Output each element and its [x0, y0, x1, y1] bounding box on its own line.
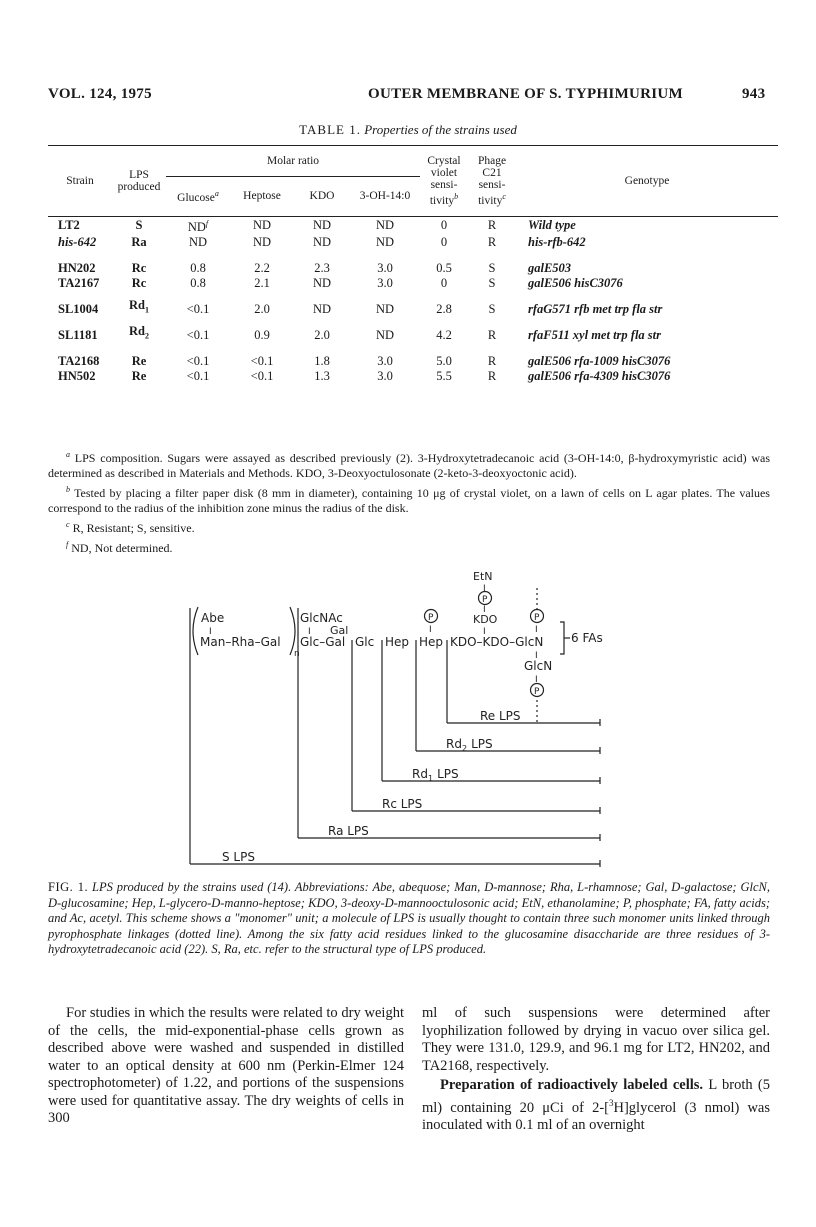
p-etn-label: P [482, 595, 488, 605]
repeat-n: n [294, 649, 300, 659]
cell-heptose: 2.0 [254, 302, 270, 317]
table-row [48, 216, 778, 235]
table-row [48, 343, 778, 369]
kdo-chain-label: KDO–KDO–GlcN [450, 635, 544, 649]
running-header-volume: VOL. 124, 1975 [48, 86, 152, 102]
table-row [48, 317, 778, 343]
table-footnotes [48, 447, 770, 557]
p-glcn-bottom-label: P [534, 687, 540, 697]
svg-text:I: I [308, 627, 311, 637]
glcn-label: GlcN [524, 659, 553, 673]
cell-3oh: 3.0 [377, 261, 393, 276]
cell-kdo: ND [312, 276, 332, 291]
cell-glucose: $ND^f$ [187, 219, 209, 235]
cell-heptose: ND [252, 235, 272, 250]
table-row [48, 235, 778, 250]
figure-caption [48, 880, 770, 958]
cell-heptose: 0.9 [254, 328, 270, 343]
cell-lps: $Rd_2$ [129, 323, 149, 341]
cell-genotype: galE503 [528, 261, 572, 276]
glc-label: Glc [355, 635, 375, 649]
rd2-lps-label: $Rd_2$ LPS [446, 737, 493, 753]
cell-crystal-violet: 2.8 [436, 302, 452, 317]
figure-caption-text: LPS produced by the strains used (14). Abbreviations: Abe, abequose; Man, D-mannose; Rha, L-rhamnose; Gal, D-galactose; GlcN, D-glucosamine; Hep, L-glycero-D-manno-heptose; KDO, 3-deoxy-D-mannooctulosonic acid; EtN, ethanolamine; P, phosphate; FA, fatty acids; and Ac, acetyl. This scheme shows a "monomer" unit; a molecule of LPS is usually thought to contain three such monomer units linked through pyrophosphate linkages (dotted line). Among the six fatty acid residues linked to the glucosamine disaccharide are three residues of 3-hydroxytetradecanoic acid (22). S, Ra, etc. refer to the structural type of LPS produced. [48, 880, 770, 956]
cell-genotype: rfaG571 rfb met trp fla str [528, 302, 663, 317]
cell-strain: TA2167 [58, 276, 100, 291]
cell-kdo: ND [312, 235, 332, 250]
cell-strain: SL1181 [58, 328, 98, 343]
cell-glucose: <0.1 [186, 328, 210, 343]
rc-lps-label: Rc LPS [382, 797, 423, 811]
cell-3oh: ND [375, 328, 395, 343]
cell-kdo: ND [312, 218, 332, 233]
cell-kdo: 2.0 [314, 328, 330, 343]
cell-phage: R [487, 235, 497, 250]
svg-text:I: I [483, 584, 486, 594]
cell-lps: $Rd_1$ [129, 297, 149, 315]
cell-lps: Rc [131, 261, 147, 276]
cell-glucose: <0.1 [186, 302, 210, 317]
cell-strain: LT2 [58, 218, 80, 233]
cell-phage: S [488, 302, 496, 317]
gal-branch-label: Gal [330, 624, 349, 637]
man-rha-gal-label: Man–Rha–Gal [200, 635, 281, 649]
svg-text:I: I [209, 627, 212, 637]
hep1-label: Hep [385, 635, 410, 649]
svg-text:I: I [535, 651, 538, 661]
etn-label: EtN [473, 570, 493, 583]
cell-strain: HN202 [58, 261, 96, 276]
cell-crystal-violet: 0 [440, 276, 448, 291]
cell-lps: Re [131, 354, 147, 369]
cell-phage: R [487, 328, 497, 343]
cell-kdo: ND [312, 302, 332, 317]
glcnac-label: GlcNAc [300, 611, 343, 625]
cell-lps: Re [131, 369, 147, 384]
table-footnote: $^a$ LPS composition. Sugars were assayed as described previously (2). 3-Hydroxytetradecanoic acid (3-OH-14:0, β-hydroxymyristic acid) was determined as described in Materials and Methods. KDO, 3-Deoxyoctulosonate (2-keto-3-deoxyoctonic acid). [48, 450, 771, 480]
kdo-top-label: KDO [473, 613, 498, 626]
cell-phage: S [488, 276, 496, 291]
cell-crystal-violet: 0.5 [436, 261, 452, 276]
ra-lps-label: Ra LPS [328, 824, 369, 838]
col-3oh: 3-OH-14:0 [359, 190, 411, 202]
cell-kdo: 2.3 [314, 261, 330, 276]
cell-strain: his-642 [58, 235, 97, 250]
page-number: 943 [742, 86, 766, 102]
table-row [48, 291, 778, 317]
cell-glucose: <0.1 [186, 354, 210, 369]
table-row [48, 369, 778, 384]
cell-genotype: his-rfb-642 [528, 235, 586, 250]
cell-lps: Rc [131, 276, 147, 291]
p-glcn-top-label: P [534, 613, 540, 623]
running-header-title: OUTER MEMBRANE OF S. TYPHIMURIUM [368, 86, 684, 102]
cell-heptose: <0.1 [250, 354, 274, 369]
cell-genotype: galE506 rfa-1009 hisC3076 [528, 354, 671, 369]
cell-genotype: Wild type [528, 218, 576, 233]
col-glucose: Glucose$^a$ [177, 189, 219, 204]
cell-strain: SL1004 [58, 302, 99, 317]
cell-phage: R [487, 218, 497, 233]
left-bracket [193, 607, 198, 655]
cell-glucose: 0.8 [190, 261, 206, 276]
col-strain: Strain [66, 174, 94, 187]
body-left-column: For studies in which the results were related to dry weight of the cells, the mid-exponential-phase cells grown as described above were washed and suspended in distilled water to an optical density at 600 nm (Perkin-Elmer 124 spectrophotometer) of 1.22, and portions of the suspensions were used for quantitative assay. The dry weights of cells in 300 [48, 1005, 404, 1126]
col-heptose: Heptose [243, 190, 281, 202]
cell-lps: S [135, 218, 143, 233]
rd1-lps-label: $Rd_1$ LPS [412, 767, 459, 783]
properties-table [48, 145, 778, 384]
cell-lps: Ra [131, 235, 147, 250]
body-right-column: ml of such suspensions were determined after lyophilization followed by drying in vacuo over silica gel. They were 131.0, 129.9, and 96.1 mg for LT2, HN202, and TA2168, respectively. Preparation of radioactively labeled cells. L broth (5 ml) containing 20 μCi of 2-[$^3$H]glycerol (3 nmol) was inoculated with 0.1 ml of an overnight [422, 1005, 770, 1133]
s-lps-label: S LPS [222, 850, 255, 864]
cell-crystal-violet: 0 [440, 235, 448, 250]
cell-heptose: <0.1 [250, 369, 274, 384]
cell-phage: R [487, 354, 497, 369]
abe-label: Abe [201, 611, 225, 625]
cell-kdo: 1.8 [314, 354, 330, 369]
cell-3oh: ND [375, 235, 395, 250]
svg-text:I: I [483, 627, 486, 637]
right-bracket [290, 607, 295, 655]
cell-crystal-violet: 4.2 [436, 328, 452, 343]
cell-heptose: 2.1 [254, 276, 270, 291]
cell-genotype: galE506 hisC3076 [528, 276, 623, 291]
cell-kdo: 1.3 [314, 369, 330, 384]
table-title: Properties of the strains used [364, 122, 517, 137]
cell-genotype: rfaF511 xyl met trp fla str [528, 328, 661, 343]
table-label: TABLE 1. [299, 122, 361, 137]
table-footnote: $^b$ Tested by placing a filter paper disk (8 mm in diameter), containing 10 μg of crystal violet, on a lawn of cells on L agar plates. The values correspond to the radius of the inhibition zone minus the radius of the disk. [48, 485, 770, 515]
cell-glucose: 0.8 [190, 276, 206, 291]
fatty-acids-label: 6 FAs [571, 631, 603, 645]
figure-label: FIG. 1. [48, 880, 89, 894]
re-lps-label: Re LPS [480, 709, 521, 723]
cell-glucose: <0.1 [186, 369, 210, 384]
svg-text:I: I [429, 625, 432, 635]
col-lps: LPS produced [117, 168, 161, 193]
cell-3oh: 3.0 [377, 276, 393, 291]
cell-phage: S [488, 261, 496, 276]
cell-crystal-violet: 5.0 [436, 354, 452, 369]
hep2-label: Hep [419, 635, 444, 649]
table-footnote: $^f$ ND, Not determined. [66, 540, 173, 555]
p-hep-label: P [428, 613, 434, 623]
cell-3oh: ND [375, 302, 395, 317]
table-row [48, 250, 778, 276]
section-heading: Preparation of radioactively labeled cells. [440, 1077, 704, 1093]
cell-heptose: 2.2 [254, 261, 270, 276]
cell-glucose: ND [188, 235, 208, 250]
lps-structure-figure [150, 560, 630, 880]
cell-strain: HN502 [58, 369, 96, 384]
svg-text:I: I [535, 675, 538, 685]
cell-3oh: 3.0 [377, 354, 393, 369]
svg-text:I: I [535, 625, 538, 635]
cell-heptose: ND [252, 218, 272, 233]
table-caption [0, 122, 816, 138]
col-crystal-violet: Crystal violet sensi- tivity$^b$ [427, 154, 461, 207]
cell-crystal-violet: 5.5 [436, 369, 452, 384]
table-footnote: $^c$ R, Resistant; S, sensitive. [66, 520, 195, 535]
cell-crystal-violet: 0 [440, 218, 448, 233]
cell-3oh: 3.0 [377, 369, 393, 384]
cell-phage: R [487, 369, 497, 384]
cell-strain: TA2168 [58, 354, 100, 369]
table-row [48, 276, 778, 291]
cell-3oh: ND [375, 218, 395, 233]
col-kdo: KDO [309, 190, 335, 202]
svg-text:I: I [483, 605, 486, 615]
col-genotype: Genotype [624, 174, 670, 187]
col-molar-ratio: Molar ratio [266, 154, 320, 167]
cell-genotype: galE506 rfa-4309 hisC3076 [528, 369, 671, 384]
glc-gal-label: Glc–Gal [300, 635, 346, 649]
col-phage: Phage C21 sensi- tivity$^c$ [477, 154, 507, 207]
